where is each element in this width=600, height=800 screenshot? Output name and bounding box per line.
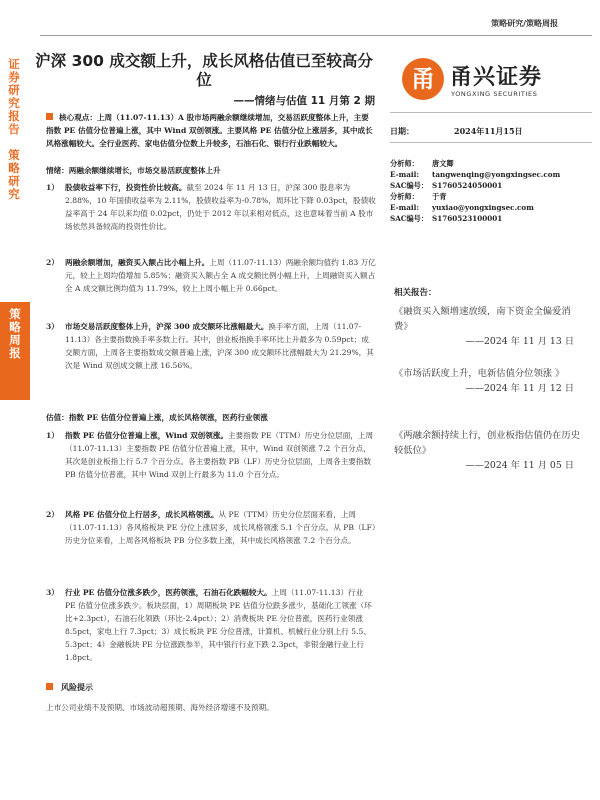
report-subtitle: ——情绪与估值 11 月第 2 期 bbox=[233, 95, 375, 107]
logo-mark-icon: 甬 bbox=[402, 58, 444, 100]
sidebar-category-label: 证 券 研 究 报 告 策 略 研 究 bbox=[8, 57, 20, 201]
header-divider bbox=[40, 35, 592, 36]
section-heading-sentiment: 情绪：两融余额继续增长，市场交易活跃度整体上升 bbox=[46, 166, 221, 175]
related-report-item: 《两融余额持续上行，创业板指估值仍在历史较低位》 ——2024 年 11 月 05 日 bbox=[394, 430, 580, 471]
related-reports-heading: 相关报告： bbox=[394, 288, 437, 298]
report-category-tag: 策略研究/策略周报 bbox=[491, 19, 558, 28]
bullet-square-icon bbox=[46, 683, 53, 690]
company-logo bbox=[402, 58, 570, 110]
list-item: 2） 风格 PE 估值分位上行居多，成长风格领涨。从 PE（TTM）历史分位层面来看，上周（11.07-11.13）各风格板块 PE 分位上涨居多，成长风格领涨 5.1 个百分点。从 PB（LF）历史分位来看，上周各风格板块 PB 分位多数上涨，其中成长风格领涨 7.2 个百分点。 bbox=[46, 510, 376, 545]
related-report-item: 《融资买入额增速放缓，南下资金全偏爱消费》 ——2024 年 11 月 13 日 bbox=[394, 306, 574, 347]
report-title: 沪深 300 成交额上升，成长风格估值已至较高分位 bbox=[35, 52, 373, 89]
logo-divider bbox=[390, 112, 592, 113]
risk-text: 上市公司业绩不及预期、市场波动超预期、海外经济增速不及预期。 bbox=[46, 703, 274, 712]
related-report-item: 《市场活跃度上升，电新估值分位领涨 》 ——2024 年 11 月 12 日 bbox=[394, 368, 574, 394]
logo-name-en: YONGXING SECURITIES bbox=[451, 90, 538, 98]
bullet-square-icon bbox=[46, 113, 53, 120]
list-item: 3） 市场交易活跃度整体上升，沪深 300 成交额环比涨幅最大。换手率方面，上周（11.07-11.13）各主要指数换手率多数上行。其中，创业板指换手率环比上升最多为 0.59pct；成交额方面，上周各主要指数成交额普遍上涨，沪深 300 成交额环比涨幅最大为 21.29%，其次是 Wind 双创成交额上涨 16.56%。 bbox=[46, 322, 374, 370]
list-item: 1） 指数 PE 估值分位普遍上涨，Wind 双创领涨。主要指数 PE（TTM）历史分位层面，上周（11.07-11.13）主要指数 PE 估值分位普遍上涨，其中，Wind 双创领涨 7.2 个百分点，其次是创业板指上行 5.7 个百分点。各主要指数 PB（LF）历史分位层面，上周各主要指数 PB 估值分位普涨，其中 Wind 双创上行最多为 11.0 个百分点。 bbox=[46, 431, 374, 479]
report-date: 日期： 2024年11月15日 bbox=[390, 126, 523, 136]
list-item: 1） 股债收益率下行，投资性价比较高。截至 2024 年 11 月 13 日，沪深 300 股息率为 2.88%，10 年国债收益率为 2.11%，股债收益率为-0.78%，周环比下降 0.03pct，股债收益率高于 24 年以来均值 0.02pct，仍处于 2012 年以来相对低点，这也意味着当前 A 股市场依然具备较高的投资性价比。 bbox=[46, 183, 376, 231]
analyst-info: 分析师： 唐文卿 E-mail: tangwenqing@yongxingsec.com SAC编号： S1760524050001 分析师： 于青 E-mail: yuxiao@yongxingsec.com SAC编号： S1760523100001 bbox=[390, 159, 561, 223]
list-item: 3） 行业 PE 估值分位涨多跌少，医药领涨，石油石化跌幅较大。上周（11.07-11.13）行业 PE 估值分位涨多跌少。板块层面，1）周期板块 PE 估值分位跌多涨少，基础化工领涨（环比+2.3pct），石油石化领跌（环比-2.4pct）；2）消费板块 PE 分位普涨，医药行业领涨 8.5pct，家电上行 7.3pct；3）成长板块 PE 分位普涨，计算机、机械行业分别上行 5.5、5.3pct；4）金融板块 PE 分位涨跌参半，其中银行行业下跌 2.3pct，非银金融行业上行 1.8pct。 bbox=[46, 588, 372, 662]
date-divider bbox=[390, 142, 592, 143]
section-heading-valuation: 估值：指数 PE 估值分位普遍上涨，成长风格领涨，医药行业领涨 bbox=[46, 413, 268, 422]
list-item: 2） 两融余额增加，融资买入额占比小幅上升。上周（11.07-11.13）两融余额均值约 1.83 万亿元，较上上周均值增加 5.85%；融资买入额占全 A 成交额比例小幅上升，上周融资买入额占全 A 成交额比例均值为 11.79%，较上上周小幅上升 0.66pct。 bbox=[46, 258, 376, 293]
risk-heading: 风险提示 bbox=[46, 682, 93, 693]
core-summary: 核心观点：上周（11.07-11.13）A 股市场两融余额继续增加，交易活跃度整体上升，主要指数 PE 估值分位普遍上涨，其中 Wind 双创领涨。主要风格 PE 估值分位上涨居多，其中成长风格涨幅较大。全行业医药、家电估值分位数上升较多，石油石化、银行行业跌幅较大。 bbox=[46, 113, 373, 148]
sidebar-report-type-label: 策 略 周 报 bbox=[9, 307, 21, 360]
logo-name-cn: 甬兴证券 bbox=[450, 65, 543, 90]
